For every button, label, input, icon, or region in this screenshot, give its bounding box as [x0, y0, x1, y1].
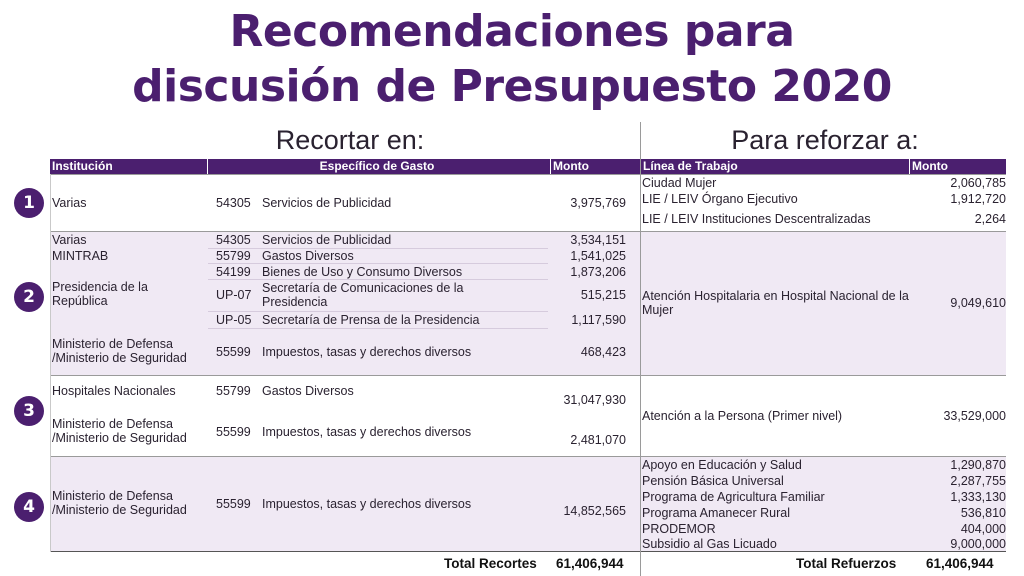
- col-especifico: Específico de Gasto: [207, 159, 546, 174]
- cuts-header-bar: [50, 159, 640, 174]
- reinforce-line: Programa Amanecer Rural: [642, 506, 790, 520]
- cut-code: 55799: [216, 249, 251, 263]
- row-divider: [208, 248, 548, 249]
- reinforce-line: Atención Hospitalaria en Hospital Nacional de la Mujer: [642, 289, 909, 317]
- page-title: [0, 4, 1024, 114]
- cut-description: Bienes de Uso y Consumo Diversos: [262, 265, 463, 279]
- reinforce-line: PRODEMOR: [642, 522, 716, 536]
- cut-amount: 515,215: [580, 288, 626, 302]
- cut-amount: 1,873,206: [570, 265, 626, 279]
- row-divider: [208, 328, 548, 329]
- cut-institution: Ministerio de Defensa /Ministerio de Seguridad: [52, 417, 187, 445]
- cut-code: 54199: [216, 265, 251, 279]
- col-monto-cuts: Monto: [550, 159, 589, 174]
- divider: [50, 551, 1006, 552]
- cut-institution: Varias: [52, 233, 87, 247]
- total-reinforce-value: 61,406,944: [926, 556, 994, 571]
- cut-description: Secretaría de Prensa de la Presidencia: [262, 313, 480, 327]
- cut-code: 55599: [216, 497, 251, 511]
- cut-description: Gastos Diversos: [262, 384, 354, 398]
- total-cuts-value: 61,406,944: [556, 556, 624, 571]
- row-divider: [208, 279, 548, 280]
- reinforce-amount: 404,000: [960, 522, 1006, 536]
- cut-description: Servicios de Publicidad: [262, 233, 392, 247]
- cut-code: 55599: [216, 345, 251, 359]
- col-monto-reinforce: Monto: [909, 159, 948, 174]
- reinforce-amount: 2,264: [974, 212, 1006, 226]
- cut-amount: 14,852,565: [563, 504, 626, 518]
- reinforce-amount: 1,290,870: [950, 458, 1006, 472]
- reinforce-amount: 1,912,720: [950, 192, 1006, 206]
- group-number-badge: 2: [14, 282, 44, 312]
- cut-amount: 31,047,930: [563, 393, 626, 407]
- reinforce-line: Subsidio al Gas Licuado: [642, 537, 777, 551]
- reinforce-line: Apoyo en Educación y Salud: [642, 458, 802, 472]
- cuts-heading: Recortar en:: [275, 125, 425, 155]
- group-number-badge: 1: [14, 188, 44, 218]
- cut-amount: 3,975,769: [570, 196, 626, 210]
- reinforce-line: Pensión Básica Universal: [642, 474, 784, 488]
- cut-institution: Varias: [52, 196, 87, 210]
- divider: [50, 456, 1006, 457]
- col-linea: Línea de Trabajo: [643, 159, 738, 173]
- cut-description: Servicios de Publicidad: [262, 196, 392, 210]
- cut-code: 54305: [216, 196, 251, 210]
- reinforce-line: LIE / LEIV Instituciones Descentralizadas: [642, 212, 871, 226]
- group-number-badge: 4: [14, 492, 44, 522]
- title-line-1: Recomendaciones para: [229, 6, 795, 57]
- cut-code: UP-05: [216, 313, 252, 327]
- reinforce-amount: 1,333,130: [950, 490, 1006, 504]
- reinforce-amount: 9,000,000: [950, 537, 1006, 551]
- cut-description: Secretaría de Comunicaciones de la Presidencia: [262, 281, 464, 309]
- reinforce-line: Atención a la Persona (Primer nivel): [642, 409, 843, 423]
- cut-code: UP-07: [216, 288, 252, 302]
- cut-code: 54305: [216, 233, 251, 247]
- reinforce-amount: 33,529,000: [943, 409, 1006, 423]
- reinforce-amount: 2,287,755: [950, 474, 1006, 488]
- cut-description: Gastos Diversos: [262, 249, 354, 263]
- cut-amount: 1,117,590: [571, 313, 626, 327]
- cut-institution: Ministerio de Defensa /Ministerio de Seguridad: [52, 337, 187, 365]
- reinforce-line: Programa de Agricultura Familiar: [642, 490, 825, 504]
- cut-amount: 468,423: [580, 345, 626, 359]
- reinforce-heading: Para reforzar a:: [731, 125, 919, 155]
- col-institucion: Institución: [52, 159, 113, 173]
- row-divider: [208, 263, 548, 264]
- cut-description: Impuestos, tasas y derechos diversos: [262, 425, 472, 439]
- reinforce-line: LIE / LEIV Órgano Ejecutivo: [642, 192, 798, 206]
- cut-institution: MINTRAB: [52, 249, 109, 263]
- divider: [50, 174, 1006, 175]
- cut-description: Impuestos, tasas y derechos diversos: [262, 345, 472, 359]
- total-reinforce-label: Total Refuerzos: [796, 556, 897, 571]
- cut-institution: Hospitales Nacionales: [52, 384, 176, 398]
- total-cuts-label: Total Recortes: [444, 556, 537, 571]
- divider: [50, 231, 1006, 232]
- reinforce-header-bar: [641, 159, 1006, 174]
- reinforce-line: Ciudad Mujer: [642, 176, 717, 190]
- reinforce-amount: 536,810: [960, 506, 1006, 520]
- row-divider: [208, 311, 548, 312]
- cut-amount: 3,534,151: [570, 233, 626, 247]
- cut-institution: Presidencia de la República: [52, 280, 148, 308]
- cut-institution: Ministerio de Defensa /Ministerio de Seguridad: [52, 489, 187, 517]
- title-line-2: discusión de Presupuesto 2020: [132, 61, 892, 112]
- reinforce-amount: 9,049,610: [950, 296, 1006, 310]
- group-number-badge: 3: [14, 396, 44, 426]
- cut-description: Impuestos, tasas y derechos diversos: [262, 497, 472, 511]
- divider: [50, 375, 1006, 376]
- cut-amount: 2,481,070: [570, 433, 626, 447]
- table-border-left: [50, 174, 51, 552]
- reinforce-amount: 2,060,785: [950, 176, 1006, 190]
- cut-amount: 1,541,025: [570, 249, 626, 263]
- cut-code: 55799: [216, 384, 251, 398]
- section-separator: [640, 122, 641, 576]
- cut-code: 55599: [216, 425, 251, 439]
